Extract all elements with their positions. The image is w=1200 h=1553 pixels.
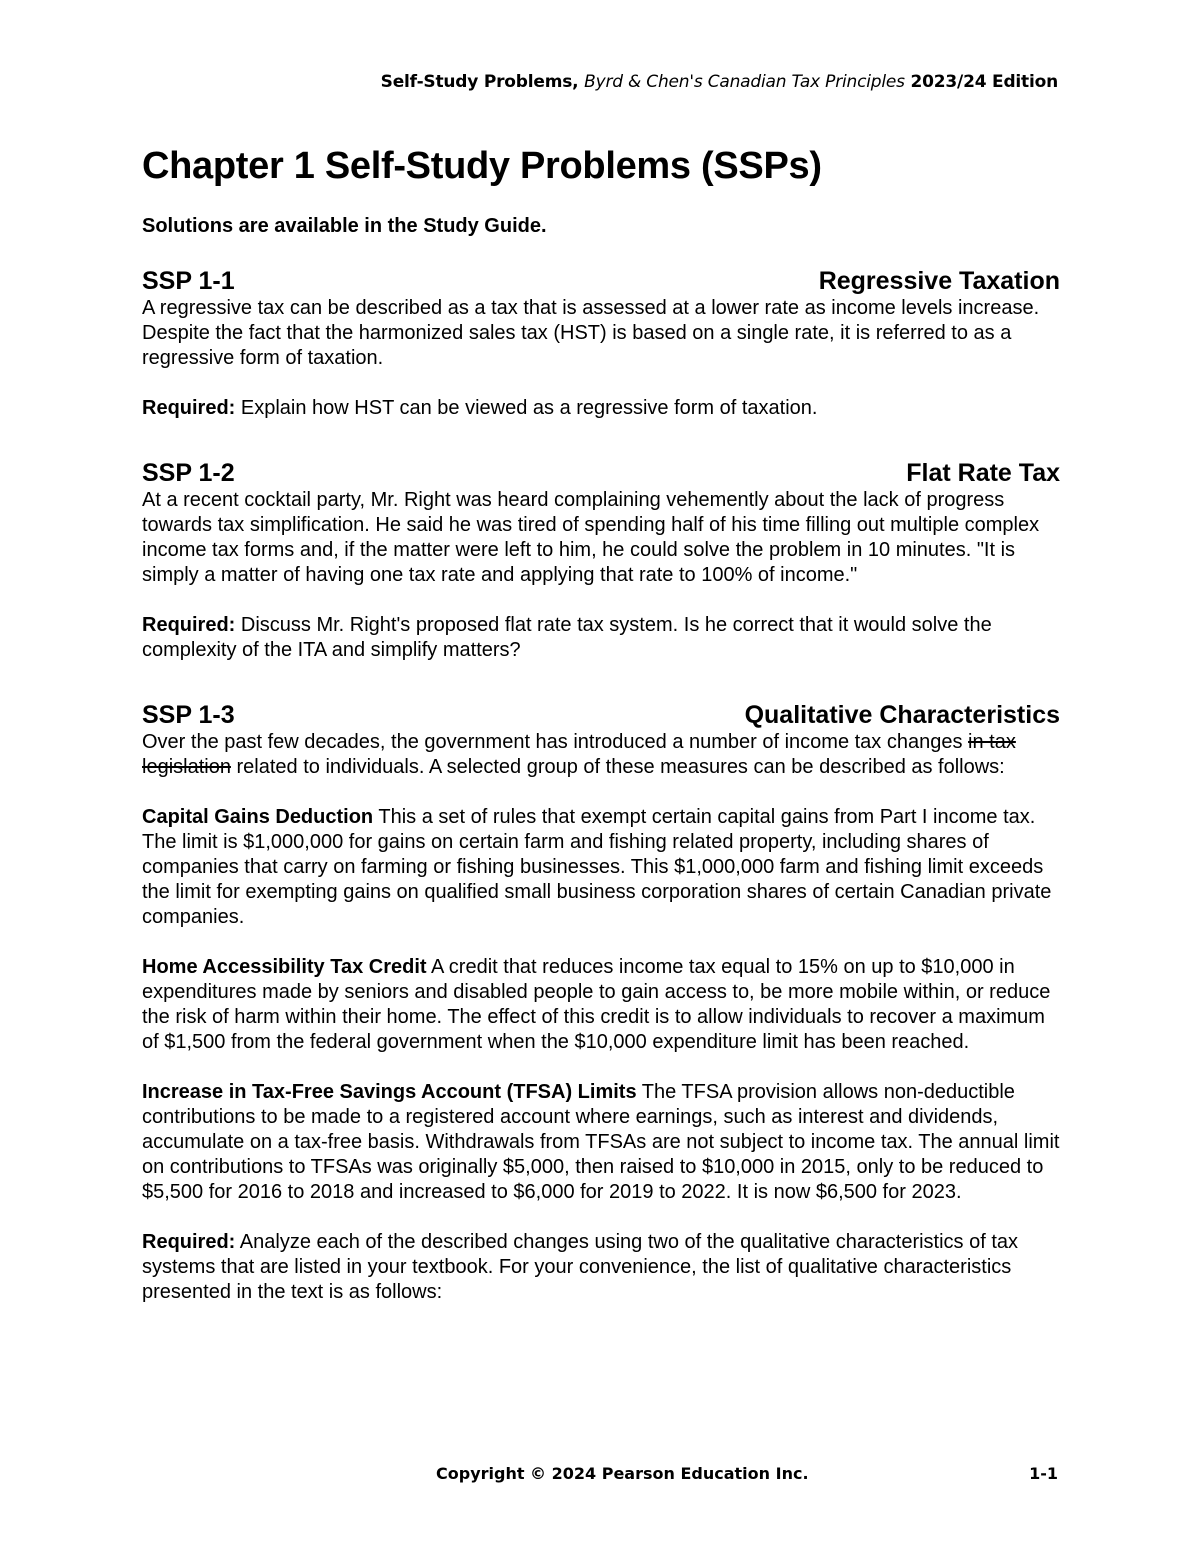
ssp-number: SSP 1-2 bbox=[142, 459, 235, 487]
measure-text: The TFSA provision allows non-deductible contributions to be made to a registered account where earnings, such as interest and dividends, accumulate on a tax-free basis. Withdrawals from TFSAs are not subject to income tax. The annual limit on contributions to TFSAs was originally $5,000, then raised to $10,000 in 2015, only to be reduced to $5,500 for 2016 to 2018 and increased to $6,000 for 2019 to 2022. It is now $6,500 for 2023. bbox=[142, 1081, 1060, 1203]
body-text: related to individuals. A selected group of these measures can be described as follows: bbox=[230, 756, 1005, 778]
required-text: Analyze each of the described changes using two of the qualitative characteristics of tax systems that are listed in your textbook. For your convenience, the list of qualitative characteristics presented in the text is as follows: bbox=[142, 1231, 1019, 1303]
intro-note: Solutions are available in the Study Guide. bbox=[142, 215, 547, 237]
measure-text: This a set of rules that exempt certain capital gains from Part I income tax. The limit is $1,000,000 for gains on certain farm and fishing related property, including shares of companies that carry on farming or fishing businesses. This $1,000,000 farm and fishing limit exceeds the limit for exempting gains on qualified small business corporation shares of certain Canadian private companies. bbox=[142, 806, 1052, 928]
required-label: Required: bbox=[142, 397, 236, 419]
copyright-notice: Copyright © 2024 Pearson Education Inc. bbox=[436, 1464, 809, 1483]
required-label: Required: bbox=[142, 614, 236, 636]
ssp-1-1-body: A regressive tax can be described as a tax that is assessed at a lower rate as income levels increase. Despite the fact that the harmonized sales tax (HST) is based on a single rate, it is referred to as a regressive form of taxation. bbox=[142, 297, 1040, 369]
required-text: Explain how HST can be viewed as a regressive form of taxation. bbox=[235, 397, 818, 419]
ssp-topic: Flat Rate Tax bbox=[906, 459, 1060, 487]
ssp-topic: Regressive Taxation bbox=[818, 267, 1060, 295]
ssp-1-2-body: At a recent cocktail party, Mr. Right was heard complaining vehemently about the lack of progress towards tax simplification. He said he was tired of spending half of his time filling out multiple complex income tax forms and, if the matter were left to him, he could solve the problem in 10 minutes. "It is simply a matter of having one tax rate and applying that rate to 100% of income." bbox=[142, 489, 1040, 586]
running-header bbox=[381, 72, 1058, 92]
ssp-1-3-body bbox=[142, 730, 1060, 780]
body-text: Over the past few decades, the government has introduced a number of income tax changes bbox=[142, 731, 969, 753]
measure-item bbox=[142, 1080, 1060, 1205]
measure-item bbox=[142, 805, 1060, 930]
measure-title: Capital Gains Deduction bbox=[142, 806, 374, 828]
required-text: Discuss Mr. Right's proposed flat rate tax system. Is he correct that it would solve the complexity of the ITA and simplify matters? bbox=[142, 614, 992, 661]
page-content bbox=[142, 140, 1060, 1305]
ssp-number: SSP 1-3 bbox=[142, 701, 235, 729]
ssp-1-2-required bbox=[142, 613, 1060, 663]
ssp-1-2-heading bbox=[142, 458, 1060, 488]
ssp-1-1-heading bbox=[142, 266, 1060, 296]
ssp-topic: Qualitative Characteristics bbox=[744, 701, 1060, 729]
page-number: 1-1 bbox=[1029, 1464, 1058, 1483]
ssp-1-1-required bbox=[142, 396, 1060, 421]
measure-title: Home Accessibility Tax Credit bbox=[142, 956, 427, 978]
ssp-number: SSP 1-1 bbox=[142, 267, 235, 295]
struck-text: in tax legislation bbox=[142, 731, 1016, 778]
header-prefix: Self-Study Problems, bbox=[380, 72, 585, 92]
measure-text: A credit that reduces income tax equal to 15% on up to $10,000 in expenditures made by seniors and disabled people to gain access to, be more mobile within, or reduce the risk of harm within their home. The effect of this credit is to allow individuals to recover a maximum of $1,500 from the federal government when the $10,000 expenditure limit has been reached. bbox=[142, 956, 1051, 1053]
chapter-title: Chapter 1 Self-Study Problems (SSPs) bbox=[142, 145, 822, 187]
header-edition: 2023/24 Edition bbox=[904, 72, 1058, 92]
header-book-title: Byrd & Chen's Canadian Tax Principles bbox=[584, 72, 905, 92]
measure-item bbox=[142, 955, 1060, 1055]
ssp-1-3-required bbox=[142, 1230, 1060, 1305]
required-label: Required: bbox=[142, 1231, 236, 1253]
measure-title: Increase in Tax-Free Savings Account (TFSA) Limits bbox=[142, 1081, 637, 1103]
ssp-1-3-heading bbox=[142, 700, 1060, 730]
